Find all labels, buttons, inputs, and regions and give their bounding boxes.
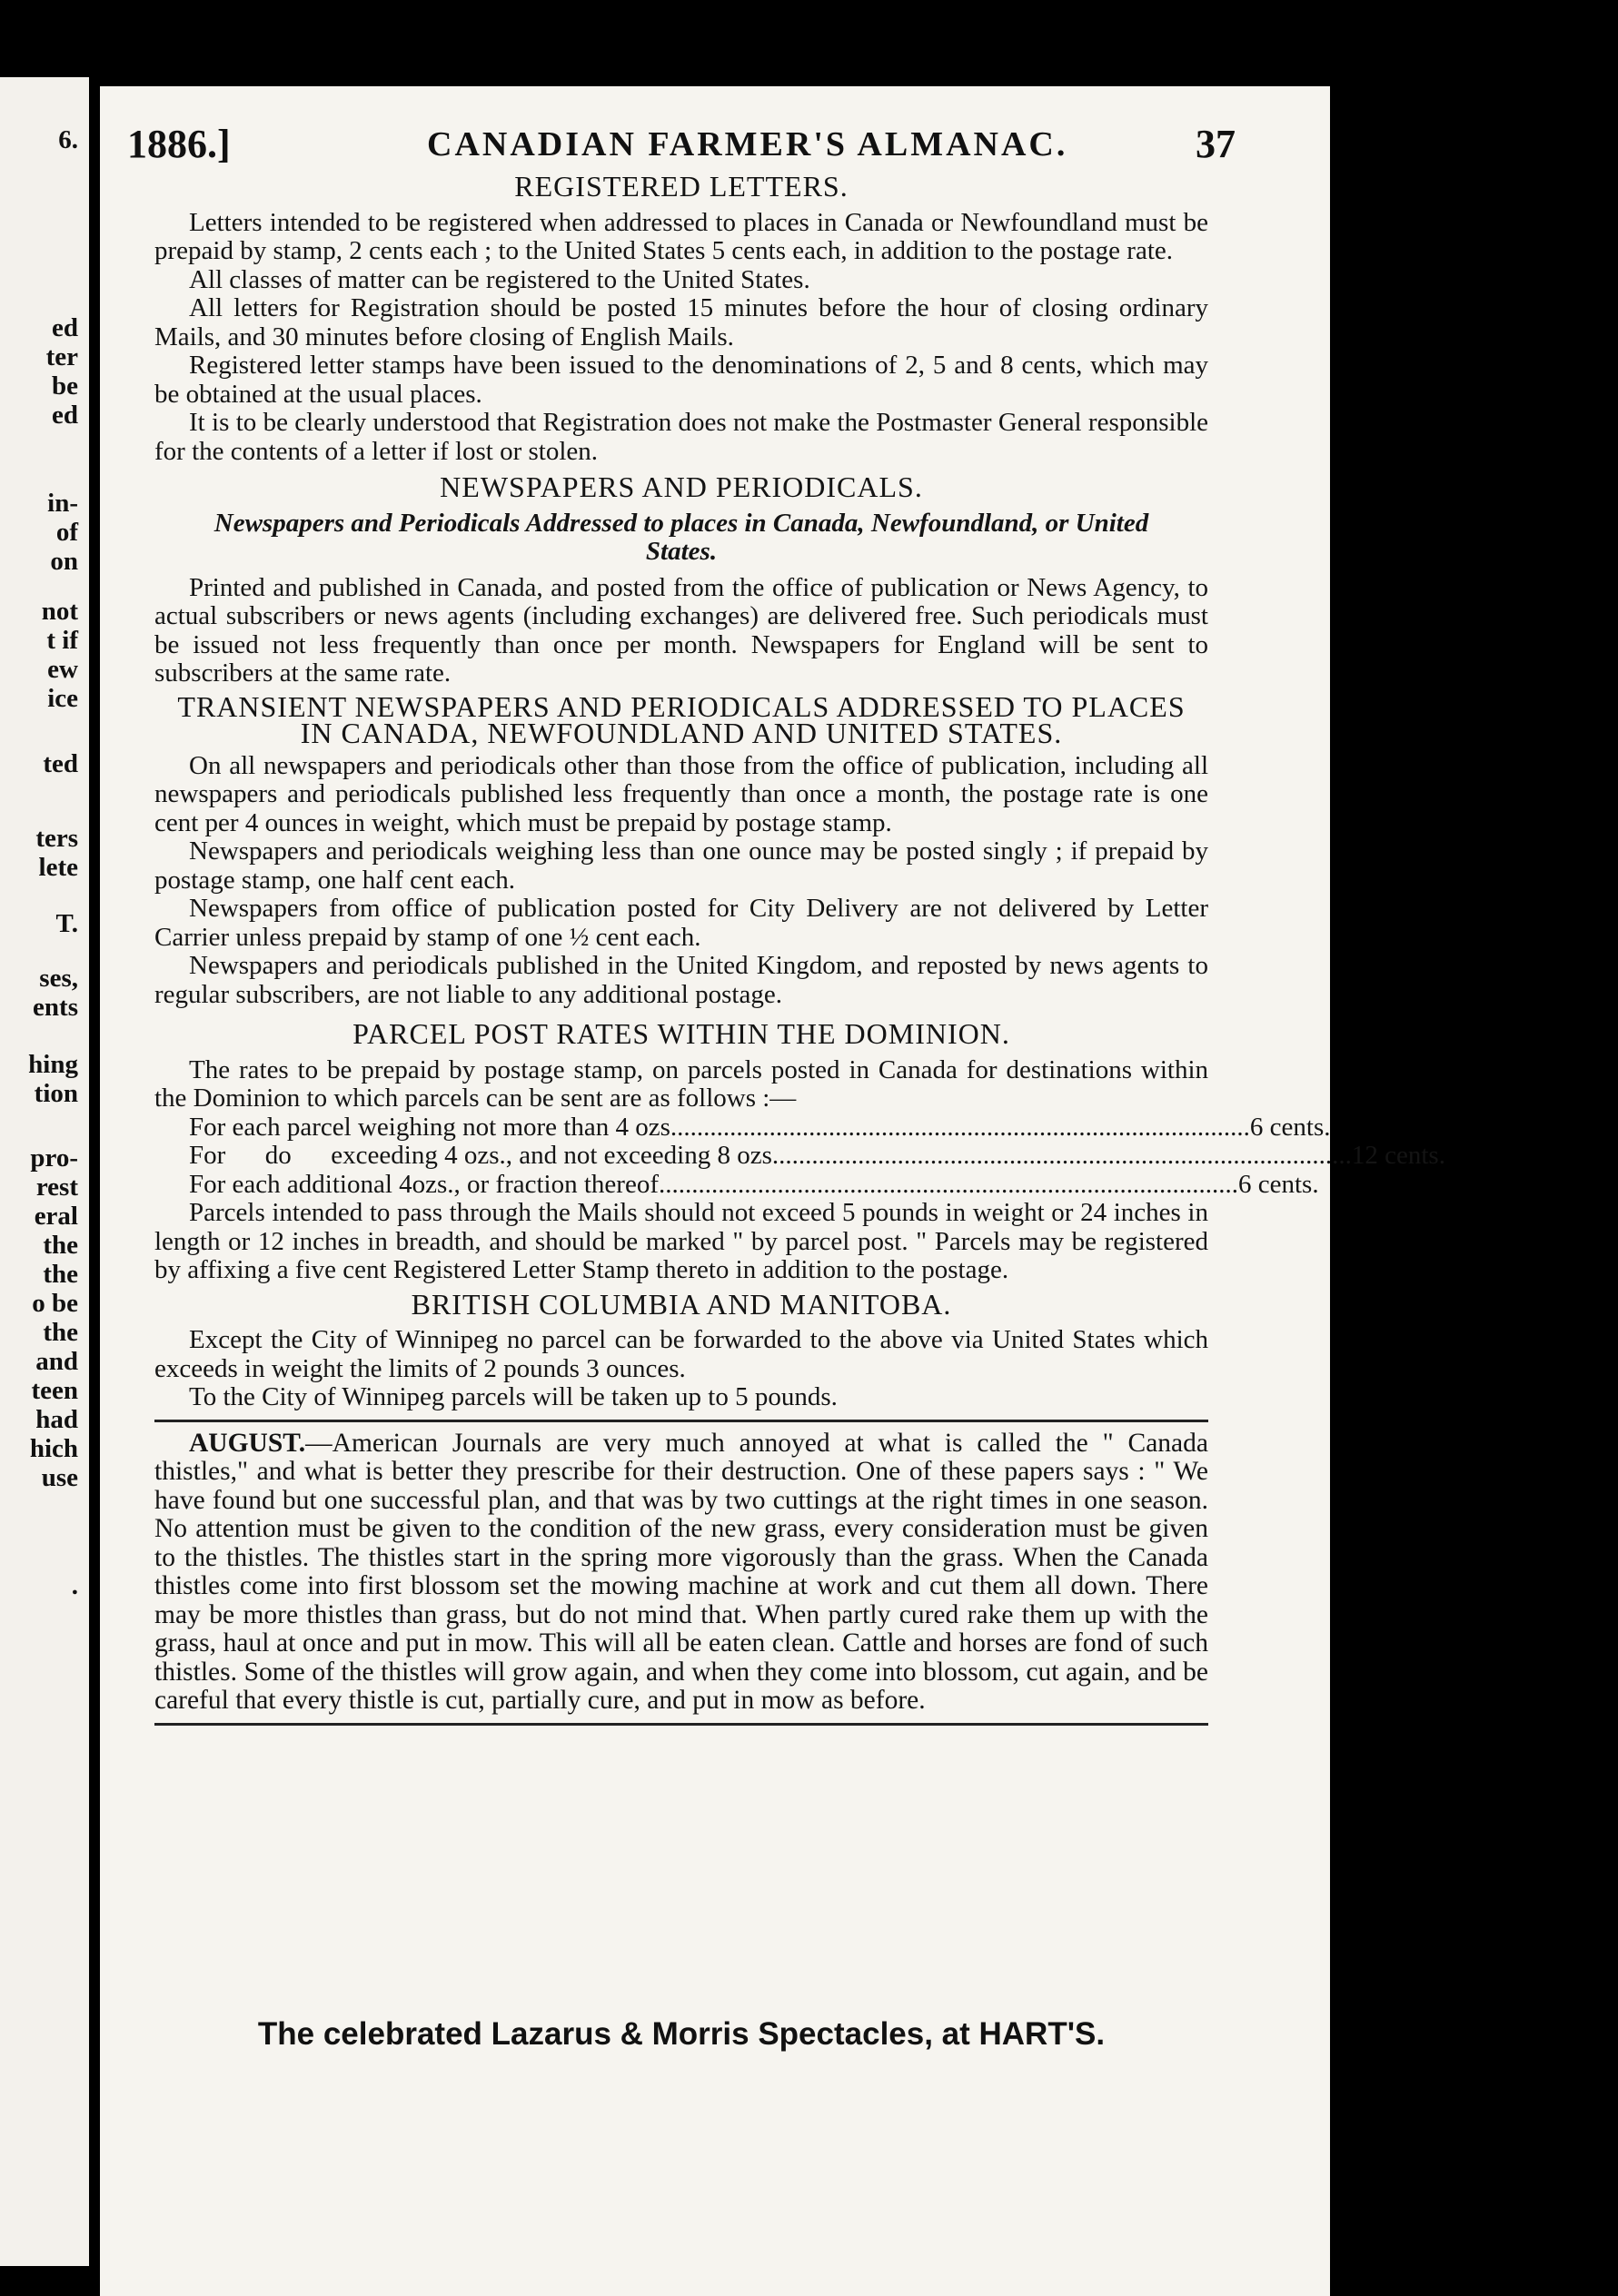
left-page-fragment: the [43,1231,78,1260]
left-page-fragment: had [35,1405,78,1434]
left-page-fragment: ter [45,342,78,371]
left-page-fragment: tion [34,1079,78,1108]
leader-dots: ........................................................................................ [670,1112,1250,1142]
left-page-fragment: ed [52,401,78,430]
advertisement: The celebrated Lazarus & Morris Spectacles, at HART'S. [257,2016,1106,2052]
header-year: 1886.] [127,122,231,166]
paragraph: The rates to be prepaid by postage stamp, on parcels posted in Canada for destinations within the Dominion to which parcels can be sent are as follows :— [154,1054,1208,1113]
leader-dots: ........................................................................................ [658,1169,1238,1199]
left-page-fragment: ents [33,993,78,1022]
left-page-fragment: ew [47,655,78,684]
paragraph: Except the City of Winnipeg no parcel can be forwarded to the above via United States which exceeds in weight the limits of 2 pounds 3 ounces. [154,1325,1208,1383]
paragraph: On all newspapers and periodicals other than those from the office of publication, including all newspapers and periodicals published less frequently than once a month, the postage rate is one cent per 4 ounces in weight, which must be prepaid by postage stamp. [154,750,1208,837]
rate-row [154,1141,1445,1171]
registered-letters-heading: REGISTERED LETTERS. [514,170,849,203]
paragraph: Newspapers from office of publication posted for City Delivery are not delivered by Letter Carrier unless prepaid by stamp of one ½ cent each. [154,894,1208,952]
left-page-fragment: . [71,1571,78,1600]
transient-heading-line1: TRANSIENT NEWSPAPERS AND PERIODICALS ADDRESSED TO PLACES [177,689,1186,723]
left-page-fragment: not [41,597,78,626]
newspapers-subheading: Newspapers and Periodicals Addressed to places in Canada, Newfoundland, or United States. [213,508,1149,566]
left-page-fragment: t if [46,626,78,655]
left-page-fragment: hing [28,1050,78,1079]
left-page-fragment: be [52,371,78,401]
left-page-fragment: eral [34,1202,78,1231]
rate-row [154,1169,1319,1200]
left-page-fragment: ted [43,749,78,778]
left-page-fragment: hich [29,1434,78,1463]
paragraph: Printed and published in Canada, and posted from the office of publication or News Agency, to actual subscribers or news agents (including exchanges) are delivered free. Such periodicals must be issued not less frequently than once per month. Newspapers for England will be sent to subscribers at the same rate. [154,572,1208,688]
rate-row [154,1112,1331,1143]
left-page-fragment: the [43,1260,78,1289]
left-page-fragment: of [55,518,78,547]
paragraph: All classes of matter can be registered to the United States. [189,264,810,294]
newspapers-heading: NEWSPAPERS AND PERIODICALS. [440,470,923,503]
left-page-fragment: ed [52,313,78,342]
left-page-fragment: use [41,1463,78,1492]
divider-rule [154,1723,1208,1726]
rate-value: 6 cents. [1237,1169,1319,1199]
paragraph: It is to be clearly understood that Registration does not make the Postmaster General responsible for the contents of a letter if lost or stolen. [154,408,1208,466]
running-header [127,121,1236,175]
divider-rule [154,1420,1208,1422]
august-paragraph [154,1430,1208,1716]
left-page-fragment: the [43,1318,78,1347]
paragraph: All letters for Registration should be posted 15 minutes before the hour of closing ordinary Mails, and 30 minutes before closing of English Mails. [154,293,1208,351]
rate-label: For each additional 4ozs., or fraction thereof [189,1169,659,1199]
header-title: CANADIAN FARMER'S ALMANAC. [427,125,1068,163]
left-page-fragment: in- [47,489,78,518]
left-page-fragment: rest [35,1173,78,1202]
parcel-post-heading: PARCEL POST RATES WITHIN THE DOMINION. [352,1017,1010,1050]
paragraph: To the City of Winnipeg parcels will be taken up to 5 pounds. [189,1382,838,1411]
left-page-fragment: teen [31,1376,78,1405]
paragraph: Newspapers and periodicals published in the United Kingdom, and reposted by news agents to regular subscribers, are not liable to any additional postage. [154,951,1208,1009]
bc-manitoba-heading: BRITISH COLUMBIA AND MANITOBA. [411,1287,952,1321]
transient-heading-line2: IN CANADA, NEWFOUNDLAND AND UNITED STATES. [300,716,1063,749]
left-page-fragment: o be [32,1289,78,1318]
left-page-fragment: ters [35,824,78,853]
paragraph: Letters intended to be registered when addressed to places in Canada or Newfoundland must be prepaid by stamp, 2 cents each ; to the United States 5 cents each, in addition to the postage rate. [154,207,1208,265]
page-number: 37 [1196,122,1236,166]
paragraph: Newspapers and periodicals weighing less than one ounce may be posted singly ; if prepaid by postage stamp, one half cent each. [154,836,1208,895]
left-page-fragment: and [35,1347,78,1376]
left-page-fragment: 6. [58,125,78,154]
rate-label: For do exceeding 4 ozs., and not exceeding 8 ozs [189,1141,772,1170]
rate-value: 12 cents. [1351,1141,1445,1170]
page-content [154,170,1445,1733]
left-page-fragment: lete [38,853,78,882]
left-page-fragment: T. [55,909,78,938]
leader-dots: ........................................................................................ [771,1141,1352,1170]
left-page-edge [0,77,89,2266]
august-lead: AUGUST. [189,1428,306,1458]
rate-value: 6 cents. [1249,1112,1331,1142]
paragraph: Registered letter stamps have been issued to the denominations of 2, 5 and 8 cents, which may be obtained at the usual places. [154,351,1208,409]
left-page-fragment: on [50,547,78,576]
left-page-fragment: pro- [30,1143,78,1173]
left-page-fragment: ice [47,684,78,713]
transient-heading [154,689,1208,749]
august-text: —American Journals are very much annoyed at what is called the " Canada thistles," and what is better they prescribe for their destruction. One of these papers says : " We have found but one successful plan, and that was by two cuttings at the right times in one season. No attention must be given to the condition of the new grass, every consideration must be given to the thistles. The thistles start in the spring more vigorously than the grass. When the Canada thistles come into first blossom set the mowing machine at work and cut them all down. There may be more thistles than grass, but do not mind that. When partly cured rake them up with the grass, haul at once and put in mow. This will all be eaten clean. Cattle and horses are fond of such thistles. Some of the thistles will grow again, and when they come into blossom, cut again, and be careful that every thistle is cut, partially cure, and put in mow as before. [154,1428,1208,1715]
paragraph: Parcels intended to pass through the Mails should not exceed 5 pounds in weight or 24 inches in length or 12 inches in breadth, and should be marked " by parcel post. " Parcels may be registered by affixing a five cent Registered Letter Stamp thereto in addition to the postage. [154,1198,1208,1284]
left-page-fragment: ses, [39,964,78,993]
almanac-page [100,86,1445,2296]
rate-label: For each parcel weighing not more than 4 ozs [189,1112,670,1142]
